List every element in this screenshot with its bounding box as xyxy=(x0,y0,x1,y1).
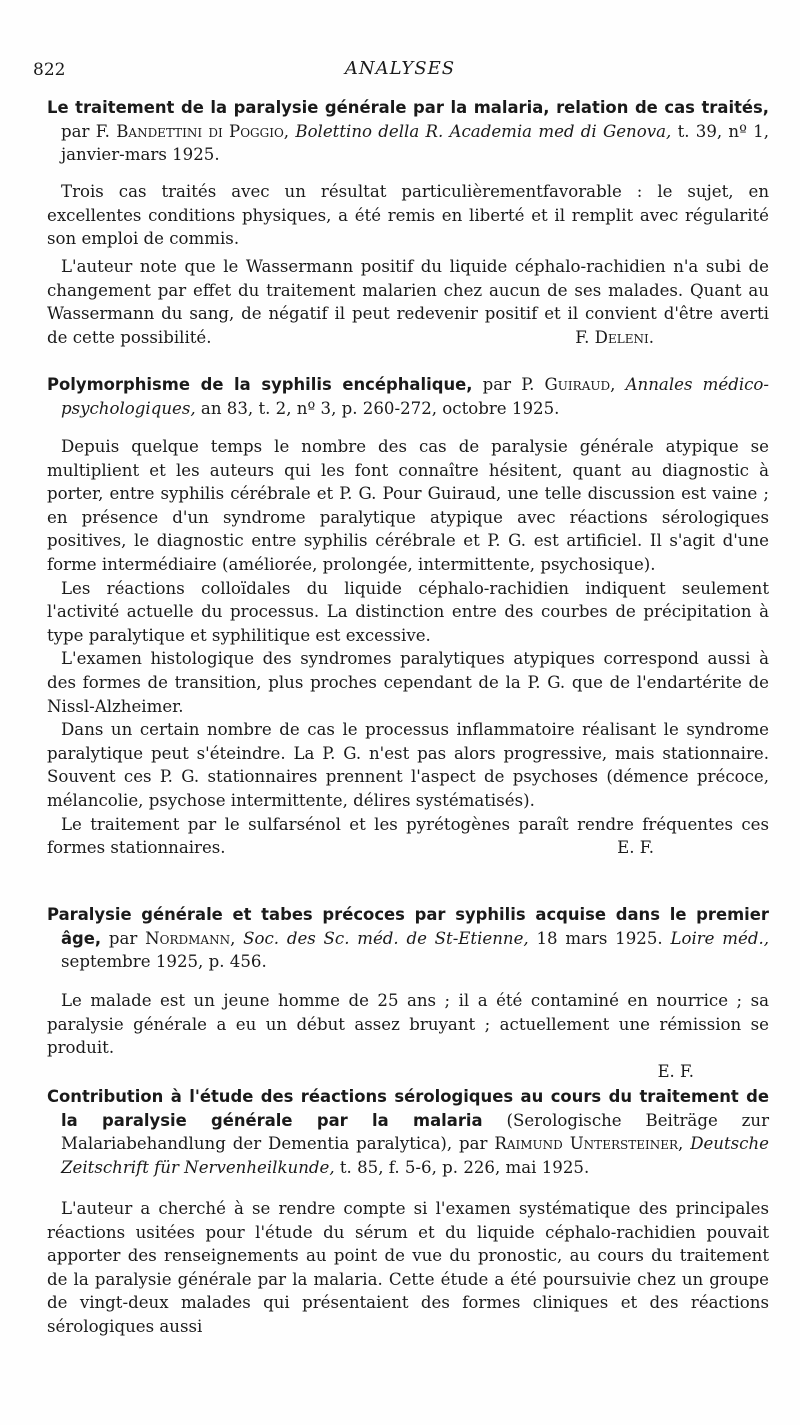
article-2 xyxy=(47,373,769,420)
article-source: Annales médico-psychologiques, xyxy=(61,375,770,418)
article-title-bold: Le traitement de la paralysie générale par la malaria, relation de cas traités, xyxy=(47,98,769,117)
article-source: Soc. des Sc. méd. de St-Etienne, xyxy=(243,928,529,948)
running-title: ANALYSES xyxy=(344,58,456,79)
article-4-body xyxy=(47,1197,769,1339)
paragraph: Le traitement par le sulfarsénol et les pyrétogènes paraît rendre fréquentes ces formes stationnaires. E. F. xyxy=(47,813,769,860)
article-2-body xyxy=(47,435,769,860)
article-author: P. Guiraud, xyxy=(521,375,616,394)
article-3 xyxy=(47,903,769,974)
article-1 xyxy=(47,96,769,167)
article-1-body-2 xyxy=(47,255,769,349)
article-title: Le traitement de la paralysie générale par la malaria, relation de cas traités, par F. Bandettini di Poggio, Bolettino della R. Academia med di Genova, t. 39, nº 1, janvier-mars 1925. xyxy=(47,98,770,164)
article-title: Polymorphisme de la syphilis encéphalique, par P. Guiraud, Annales médico-psychologiques, an 83, t. 2, nº 3, p. 260-272, octobre 1925. xyxy=(47,375,770,418)
signature: E. F. xyxy=(617,838,654,858)
article-1-body xyxy=(47,180,769,251)
article-title-bold: Polymorphisme de la syphilis encéphalique, xyxy=(47,375,473,394)
article-4 xyxy=(47,1085,769,1179)
paragraph: L'auteur a cherché à se rendre compte si l'examen systématique des principales réactions usitées pour l'étude du sérum et du liquide céphalo-rachidien pouvait apporter des renseignements au point de vue du pronostic, au cours du traitement de la paralysie générale par la malaria. Cette étude a été poursuivie chez un groupe de vingt-deux malades qui présentaient des formes cliniques et des réactions sérologiques aussi xyxy=(47,1199,769,1336)
paragraph: Les réactions colloïdales du liquide céphalo-rachidien indiquent seulement l'activité actuelle du processus. La distinction entre des courbes de précipitation à type paralytique et syphilitique est excessive. xyxy=(47,578,769,645)
signature: E. F. xyxy=(657,1061,694,1081)
article-title: Paralysie générale et tabes précoces par syphilis acquise dans le premier âge, par Nordmann, Soc. des Sc. méd. de St-Etienne, 18 mars 1925. Loire méd., septembre 1925, p. 456. xyxy=(47,905,769,971)
article-author: F. Bandettini di Poggio, xyxy=(95,121,290,141)
paragraph: Le malade est un jeune homme de 25 ans ; il a été contaminé en nourrice ; sa paralysie générale a eu un début assez bruyant ; actuellement une rémission se produit. xyxy=(47,991,769,1058)
article-source: Deutsche Zeitschrift für Nervenheilkunde, xyxy=(61,1134,769,1177)
article-author: Nordmann, xyxy=(145,928,236,948)
paragraph: Depuis quelque temps le nombre des cas de paralysie générale atypique se multiplient et les auteurs qui les font connaître hésitent, quant au diagnostic à porter, entre syphilis cérébrale et P. G. Pour Guiraud, une telle discussion est vaine ; en présence d'un syndrome paralytique atypique avec réactions sérologiques positives, le diagnostic entre syphilis cérébrale et P. G. est artificiel. Il s'agit d'une forme intermédiaire (améliorée, prolongée, intermittente, psychosique). xyxy=(47,437,769,574)
article-3-body xyxy=(47,989,769,1083)
paragraph: Trois cas traités avec un résultat particulièrementfavorable : le sujet, en excellentes conditions physiques, a été remis en liberté et il remplit avec régularité son emploi de commis. xyxy=(47,182,769,249)
article-author: Raimund Untersteiner, xyxy=(494,1134,684,1153)
article-title-bold: Contribution à l'étude des réactions sérologiques au cours du traitement de la paralysie générale par la malaria xyxy=(47,1087,769,1130)
page-number: 822 xyxy=(33,60,66,80)
page-header xyxy=(33,58,767,86)
paragraph: L'auteur note que le Wassermann positif du liquide céphalo-rachidien n'a subi de changement par effet du traitement malarien chez aucun de ses malades. Quant au Wassermann du sang, de négatif il peut redevenir positif et il convient d'être averti de cette possibilité. F. Deleni. xyxy=(47,255,769,349)
article-title: Contribution à l'étude des réactions sérologiques au cours du traitement de la paralysie générale par la malaria (Serologische Beiträge zur Malariabehandlung der Dementia paralytica), par Raimund Untersteiner, Deutsche Zeitschrift für Nervenheilkunde, t. 85, f. 5-6, p. 226, mai 1925. xyxy=(47,1087,770,1177)
article-source: Bolettino della R. Academia med di Genova, xyxy=(295,121,672,141)
paragraph: Dans un certain nombre de cas le processus inflammatoire réalisant le syndrome paralytique peut s'éteindre. La P. G. n'est pas alors progressive, mais stationnaire. Souvent ces P. G. stationnaires prennent l'aspect de psychoses (démence précoce, mélancolie, psychose intermittente, délires systématisés). xyxy=(47,720,769,810)
signature: F. Deleni. xyxy=(575,327,654,347)
paragraph: L'examen histologique des syndromes paralytiques atypiques correspond aussi à des formes de transition, plus proches cependant de la P. G. que de l'endartérite de Nissl-Alzheimer. xyxy=(47,649,769,716)
article-source-2: Loire méd., xyxy=(670,928,769,948)
article-title-bold: Paralysie générale et tabes précoces par syphilis acquise dans le premier âge, xyxy=(47,905,769,948)
